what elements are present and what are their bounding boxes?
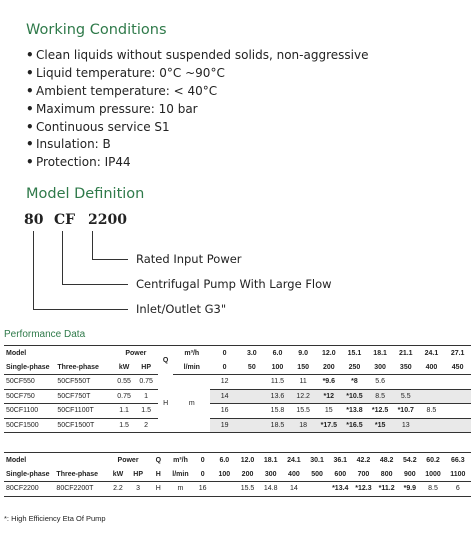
header-single-phase: Single-phase — [4, 467, 54, 482]
working-conditions-title: Working Conditions — [26, 22, 167, 38]
bullet-icon: • — [26, 65, 34, 80]
condition-item — [26, 83, 368, 101]
cell-hp: 3 — [128, 482, 148, 497]
table-header-row — [4, 360, 471, 375]
header-three-phase: Three-phase — [55, 360, 114, 375]
header-q: Q — [148, 453, 168, 468]
cell-h-label: H — [158, 375, 173, 433]
performance-table-80cf — [4, 452, 471, 497]
cell-head-value: 18 — [290, 418, 316, 433]
header-flow: 100 — [265, 360, 291, 375]
cell-head-value: 13.6 — [265, 389, 291, 404]
cell-single-phase: 50CF1500 — [4, 418, 55, 433]
condition-text: Protection: IP44 — [36, 155, 131, 170]
condition-item — [26, 101, 368, 119]
cell-head-value: 15 — [316, 404, 342, 419]
condition-text: Clean liquids without suspended solids, non-aggressive — [36, 48, 369, 62]
header-flow: 100 — [213, 467, 236, 482]
working-conditions-list — [26, 47, 368, 172]
table-header-row — [4, 453, 471, 468]
header-flow: 3.0 — [239, 346, 265, 361]
cell-head-value: 11.5 — [265, 375, 291, 390]
label-inlet-outlet: Inlet/Outlet G3" — [136, 302, 227, 316]
cell-head-value: 11 — [290, 375, 316, 390]
cell-head-value — [444, 418, 471, 433]
performance-table-50cf — [4, 345, 471, 433]
cell-head-value: 15.5 — [236, 482, 259, 497]
cell-three-phase: 80CF2200T — [54, 482, 107, 497]
condition-text: Maximum pressure: 10 bar — [36, 101, 198, 116]
cell-single-phase: 80CF2200 — [4, 482, 54, 497]
header-flow: 18.1 — [367, 346, 393, 361]
header-flow: 12.0 — [236, 453, 259, 468]
header-kw: kW — [108, 467, 128, 482]
condition-item — [26, 154, 368, 172]
cell-single-phase: 50CF550 — [4, 375, 55, 390]
cell-head-value: *16.5 — [342, 418, 368, 433]
cell-head-value — [239, 404, 265, 419]
cell-head-value — [239, 375, 265, 390]
header-flow: 800 — [375, 467, 398, 482]
cell-head-value — [305, 482, 328, 497]
condition-item — [26, 119, 368, 137]
cell-head-value: *13.4 — [329, 482, 352, 497]
cell-head-value: *8 — [342, 375, 368, 390]
cell-head-value: *10.5 — [342, 389, 368, 404]
header-three-phase: Three-phase — [54, 467, 107, 482]
header-flow: 900 — [398, 467, 421, 482]
header-flow: 200 — [316, 360, 342, 375]
header-flow-unit-lmin: l/min — [168, 467, 192, 482]
header-flow-unit-lmin: l/min — [173, 360, 210, 375]
header-flow-unit-m3h: m³/h — [173, 346, 210, 361]
table-row — [4, 482, 471, 497]
header-flow: 1100 — [445, 467, 471, 482]
model-definition-title: Model Definition — [26, 186, 145, 202]
cell-head-value — [239, 418, 265, 433]
cell-head-value: *12.5 — [367, 404, 393, 419]
condition-item — [26, 47, 368, 65]
cell-head-value: 8.5 — [367, 389, 393, 404]
footnote-high-efficiency: *: High Efficiency Eta Of Pump — [4, 514, 106, 523]
cell-head-value: *12 — [316, 389, 342, 404]
cell-head-value: 12.2 — [290, 389, 316, 404]
header-flow-unit-m3h: m³/h — [168, 453, 192, 468]
cell-kw: 2.2 — [108, 482, 128, 497]
cell-head-value: 13 — [393, 418, 419, 433]
cell-head-value: 8.5 — [421, 482, 444, 497]
label-centrifugal-pump: Centrifugal Pump With Large Flow — [136, 277, 332, 291]
header-flow: 60.2 — [421, 453, 444, 468]
header-h: H — [148, 467, 168, 482]
header-flow: 21.1 — [393, 346, 419, 361]
header-flow: 54.2 — [398, 453, 421, 468]
header-power: Power — [108, 453, 148, 468]
cell-kw: 1.1 — [114, 404, 135, 419]
cell-head-value: 16 — [193, 482, 213, 497]
leader-line-inlet-vertical — [33, 231, 34, 309]
header-flow: 36.1 — [329, 453, 352, 468]
cell-single-phase: 50CF1100 — [4, 404, 55, 419]
cell-h-unit: m — [168, 482, 192, 497]
cell-head-value: 18.5 — [265, 418, 291, 433]
header-flow: 24.1 — [282, 453, 305, 468]
header-flow: 15.1 — [342, 346, 368, 361]
cell-head-value: 8.5 — [419, 404, 445, 419]
bullet-icon: • — [26, 83, 34, 98]
header-flow: 30.1 — [305, 453, 328, 468]
cell-head-value: 12 — [210, 375, 239, 390]
header-flow: 150 — [290, 360, 316, 375]
header-kw: kW — [114, 360, 135, 375]
header-flow: 450 — [444, 360, 471, 375]
leader-line-power-horizontal — [92, 259, 128, 260]
condition-text: Ambient temperature: < 40°C — [36, 83, 218, 98]
cell-three-phase: 50CF1500T — [55, 418, 114, 433]
cell-h-unit: m — [173, 375, 210, 433]
header-flow: 27.1 — [444, 346, 471, 361]
header-flow: 50 — [239, 360, 265, 375]
performance-data-title: Performance Data — [4, 329, 86, 340]
cell-head-value — [239, 389, 265, 404]
cell-head-value: *9.6 — [316, 375, 342, 390]
condition-text: Liquid temperature: 0°C ~90°C — [36, 65, 225, 80]
cell-head-value: *17.5 — [316, 418, 342, 433]
cell-head-value: *11.2 — [375, 482, 398, 497]
header-flow: 700 — [352, 467, 375, 482]
bullet-icon: • — [26, 155, 34, 170]
header-flow: 600 — [329, 467, 352, 482]
header-flow: 18.1 — [259, 453, 282, 468]
condition-text: Insulation: B — [36, 137, 111, 152]
cell-single-phase: 50CF750 — [4, 389, 55, 404]
cell-head-value: 19 — [210, 418, 239, 433]
header-hp: HP — [134, 360, 158, 375]
bullet-icon: • — [26, 101, 34, 116]
cell-head-value: *13.8 — [342, 404, 368, 419]
cell-head-value — [419, 389, 445, 404]
cell-head-value: 5.6 — [367, 375, 393, 390]
cell-head-value: *12.3 — [352, 482, 375, 497]
table-row — [4, 375, 471, 390]
header-flow: 0 — [210, 360, 239, 375]
table-row — [4, 418, 471, 433]
cell-head-value: 15.5 — [290, 404, 316, 419]
bullet-icon: • — [26, 48, 34, 62]
cell-hp: 1.5 — [134, 404, 158, 419]
header-power: Power — [114, 346, 158, 361]
header-q: Q — [158, 346, 173, 375]
cell-kw: 0.75 — [114, 389, 135, 404]
cell-head-value: 14.8 — [259, 482, 282, 497]
cell-head-value: 5.5 — [393, 389, 419, 404]
cell-head-value: 14 — [282, 482, 305, 497]
cell-head-value — [419, 418, 445, 433]
header-flow: 6.0 — [213, 453, 236, 468]
table-header-row — [4, 467, 471, 482]
leader-line-type-vertical — [62, 231, 63, 284]
header-flow: 48.2 — [375, 453, 398, 468]
table-header-row — [4, 346, 471, 361]
header-model: Model — [4, 346, 114, 361]
label-rated-input-power: Rated Input Power — [136, 252, 242, 266]
cell-head-value: *9.9 — [398, 482, 421, 497]
condition-item — [26, 136, 368, 154]
leader-line-type-horizontal — [62, 284, 128, 285]
header-model: Model — [4, 453, 108, 468]
cell-head-value — [444, 404, 471, 419]
header-flow: 300 — [259, 467, 282, 482]
cell-head-value — [444, 389, 471, 404]
header-flow: 300 — [367, 360, 393, 375]
cell-head-value: 16 — [210, 404, 239, 419]
header-flow: 350 — [393, 360, 419, 375]
header-flow: 500 — [305, 467, 328, 482]
cell-head-value: 6 — [445, 482, 471, 497]
model-code-power: 2200 — [88, 212, 127, 228]
model-code-type: CF — [54, 212, 76, 228]
cell-head-value: 14 — [210, 389, 239, 404]
table-row — [4, 389, 471, 404]
cell-head-value: *10.7 — [393, 404, 419, 419]
header-flow: 1000 — [421, 467, 444, 482]
cell-hp: 2 — [134, 418, 158, 433]
cell-hp: 1 — [134, 389, 158, 404]
leader-line-power-vertical — [92, 231, 93, 259]
cell-hp: 0.75 — [134, 375, 158, 390]
cell-kw: 0.55 — [114, 375, 135, 390]
header-flow: 400 — [282, 467, 305, 482]
cell-kw: 1.5 — [114, 418, 135, 433]
cell-head-value — [444, 375, 471, 390]
cell-head-value — [419, 375, 445, 390]
condition-item — [26, 65, 368, 83]
leader-line-inlet-horizontal — [33, 309, 128, 310]
bullet-icon: • — [26, 119, 34, 134]
cell-three-phase: 50CF550T — [55, 375, 114, 390]
cell-head-value: *15 — [367, 418, 393, 433]
cell-three-phase: 50CF1100T — [55, 404, 114, 419]
cell-three-phase: 50CF750T — [55, 389, 114, 404]
header-flow: 0 — [193, 467, 213, 482]
header-flow: 250 — [342, 360, 368, 375]
cell-head-value: 15.8 — [265, 404, 291, 419]
header-flow: 0 — [193, 453, 213, 468]
header-hp: HP — [128, 467, 148, 482]
header-flow: 24.1 — [419, 346, 445, 361]
header-flow: 42.2 — [352, 453, 375, 468]
header-flow: 6.0 — [265, 346, 291, 361]
header-single-phase: Single-phase — [4, 360, 55, 375]
table-row — [4, 404, 471, 419]
condition-text: Continuous service S1 — [36, 119, 170, 134]
cell-h-label: H — [148, 482, 168, 497]
header-flow: 66.3 — [445, 453, 471, 468]
cell-head-value — [213, 482, 236, 497]
header-flow: 400 — [419, 360, 445, 375]
model-code-inlet: 80 — [24, 212, 44, 228]
header-flow: 200 — [236, 467, 259, 482]
bullet-icon: • — [26, 137, 34, 152]
header-flow: 0 — [210, 346, 239, 361]
header-flow: 9.0 — [290, 346, 316, 361]
header-flow: 12.0 — [316, 346, 342, 361]
cell-head-value — [393, 375, 419, 390]
